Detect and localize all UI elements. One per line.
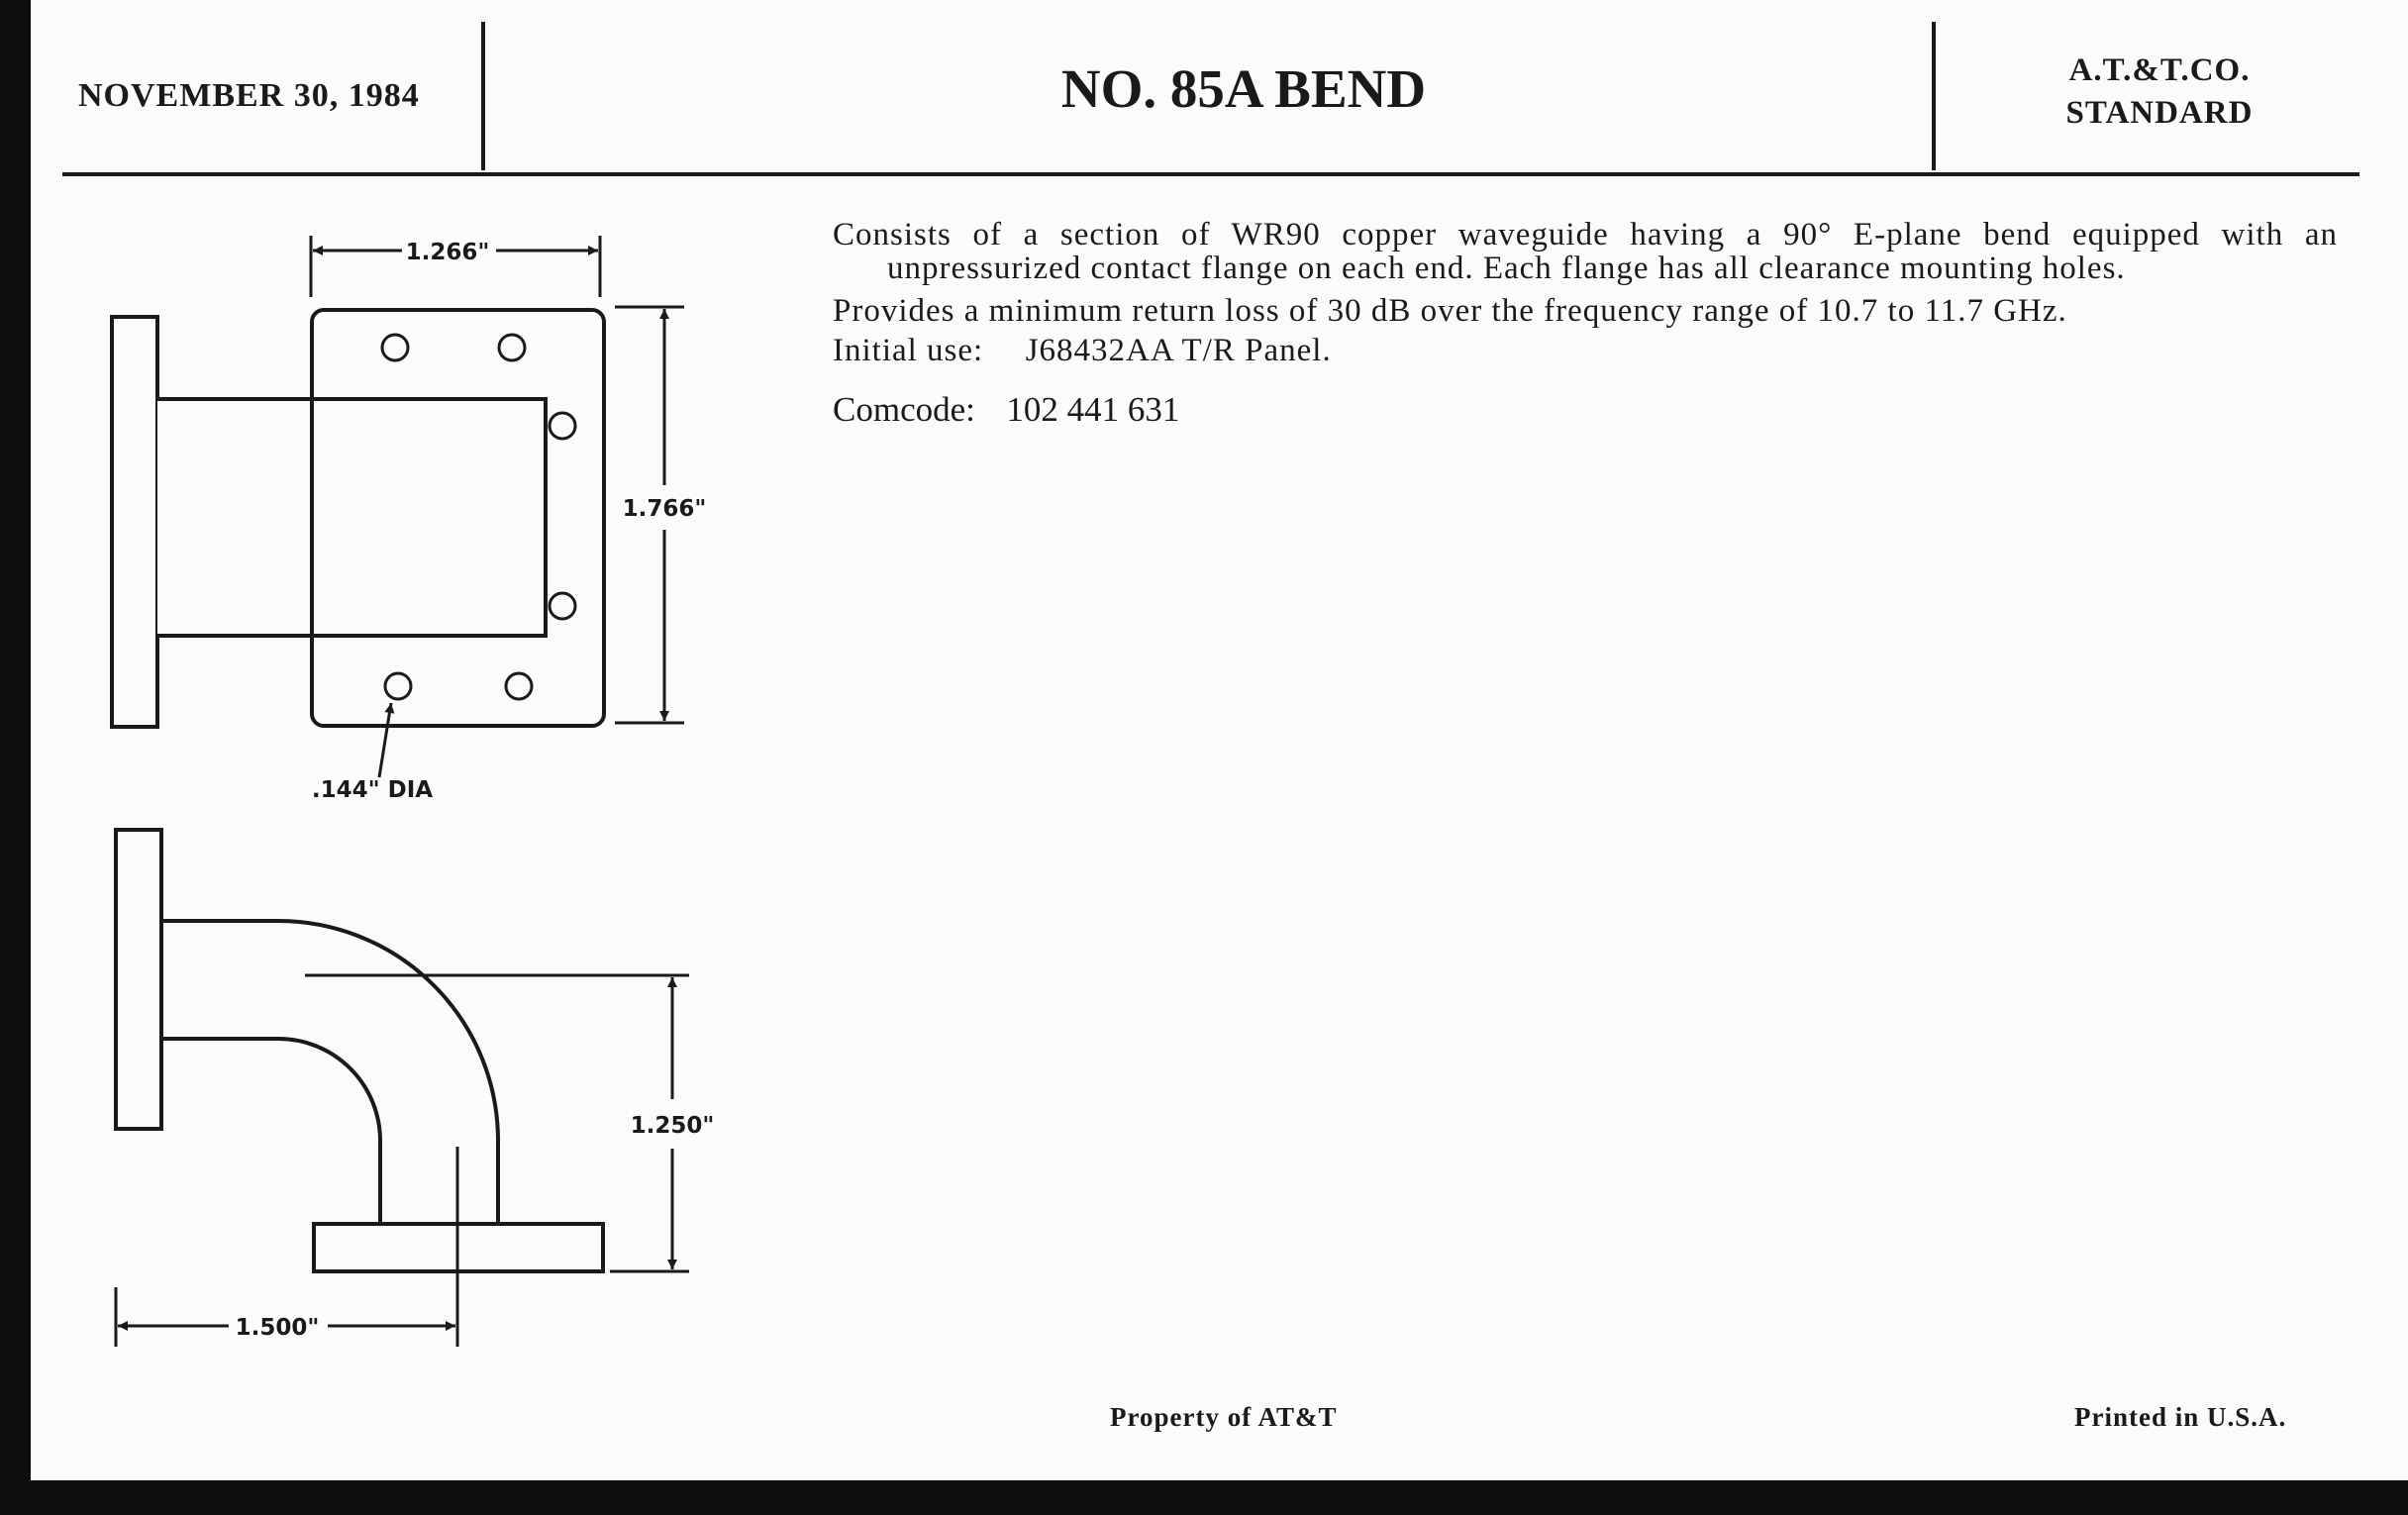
comcode-label: Comcode: <box>833 390 975 429</box>
page-title: NO. 85A BEND <box>1060 58 1427 119</box>
dim-height-bottom: 1.250" <box>630 1113 715 1139</box>
bend-drawing <box>31 0 783 1386</box>
standard-block <box>1961 50 2358 135</box>
dim-width-bottom: 1.500" <box>235 1315 320 1341</box>
mounting-hole <box>499 335 525 360</box>
standard-line2: STANDARD <box>2065 95 2254 131</box>
property-notice: Property of AT&T <box>1110 1402 1338 1432</box>
printed-notice: Printed in U.S.A. <box>2074 1402 2287 1432</box>
mounting-hole <box>550 593 575 619</box>
bend-inner <box>161 1039 380 1224</box>
dim-height-top: 1.766" <box>622 496 707 522</box>
top-left-flange <box>112 317 157 727</box>
initial-use-value: J68432AA T/R Panel. <box>1025 333 1332 368</box>
mounting-hole <box>385 673 411 699</box>
dim-width-top: 1.266" <box>405 240 490 265</box>
mounting-hole <box>550 413 575 439</box>
description <box>833 218 2338 430</box>
initial-use-label: Initial use: <box>833 333 984 368</box>
header-divider-right <box>1932 22 1936 170</box>
initial-use <box>833 331 2338 370</box>
hole-diameter-label: .144" DIA <box>311 777 434 803</box>
standard-sheet <box>31 0 2408 1480</box>
mounting-hole <box>506 673 532 699</box>
issue-date: NOVEMBER 30, 1984 <box>78 77 420 114</box>
mounting-hole <box>382 335 408 360</box>
bottom-vertical-flange <box>116 830 161 1129</box>
top-right-flange <box>312 310 604 726</box>
description-paragraph-1: Consists of a section of WR90 copper waveguide having a 90° E-plane bend equipped with an unpressurized contact flange on each end. Each flange has all clearance mounting holes. <box>833 217 2338 286</box>
description-paragraph-2: Provides a minimum return loss of 30 dB over the frequency range of 10.7 to 11.7 GHz. <box>833 293 2067 329</box>
comcode <box>833 390 2338 430</box>
comcode-value: 102 441 631 <box>1006 390 1180 429</box>
bend-outer <box>161 921 498 1224</box>
standard-line1: A.T.&T.CO. <box>2068 52 2251 88</box>
